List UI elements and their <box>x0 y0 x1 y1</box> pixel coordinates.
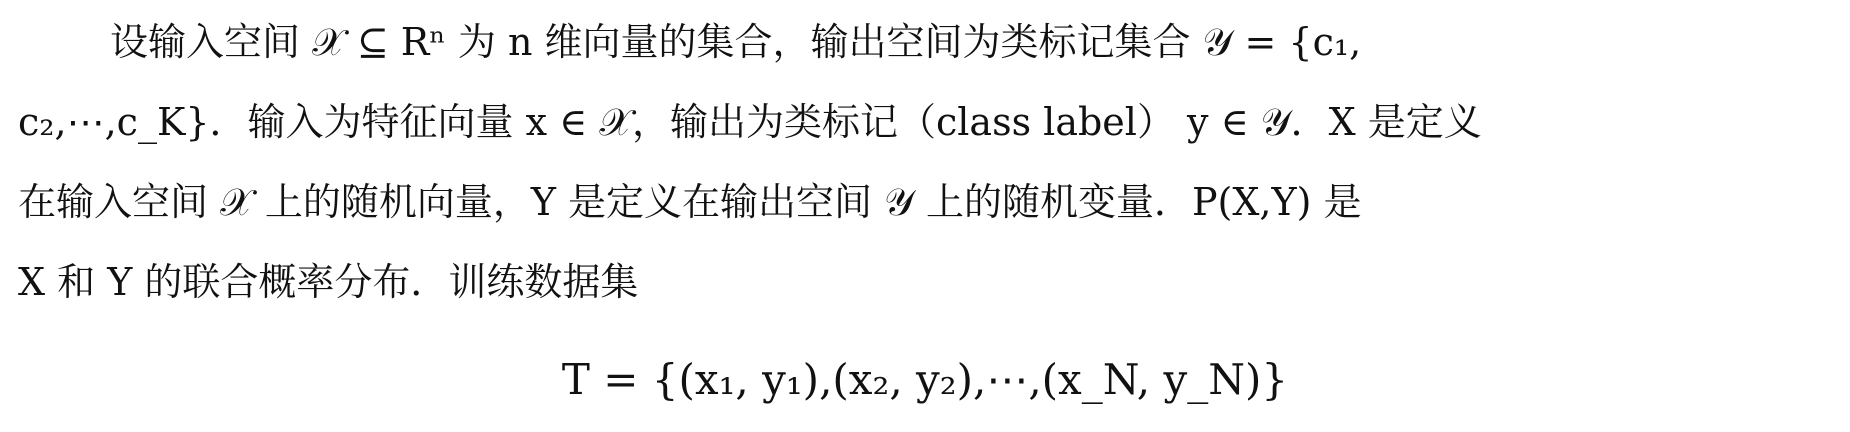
paragraph-line-3: 在输入空间 𝒳 上的随机向量，Y 是定义在输出空间 𝒴 上的随机变量．P(X,Y) 是 <box>18 180 1362 224</box>
paragraph-line-2: c₂,⋯,c_K}．输入为特征向量 x ∈ 𝒳，输出为类标记（class label） y ∈ 𝒴．X 是定义 <box>18 100 1482 144</box>
training-set-equation: T = {(x₁, y₁),(x₂, y₂),⋯,(x_N, y_N)} <box>561 355 1289 404</box>
paragraph-line-4: X 和 Y 的联合概率分布．训练数据集 <box>18 260 639 304</box>
paragraph-line-1: 设输入空间 𝒳 ⊆ Rⁿ 为 n 维向量的集合，输出空间为类标记集合 𝒴 = {c₁, <box>110 20 1362 64</box>
